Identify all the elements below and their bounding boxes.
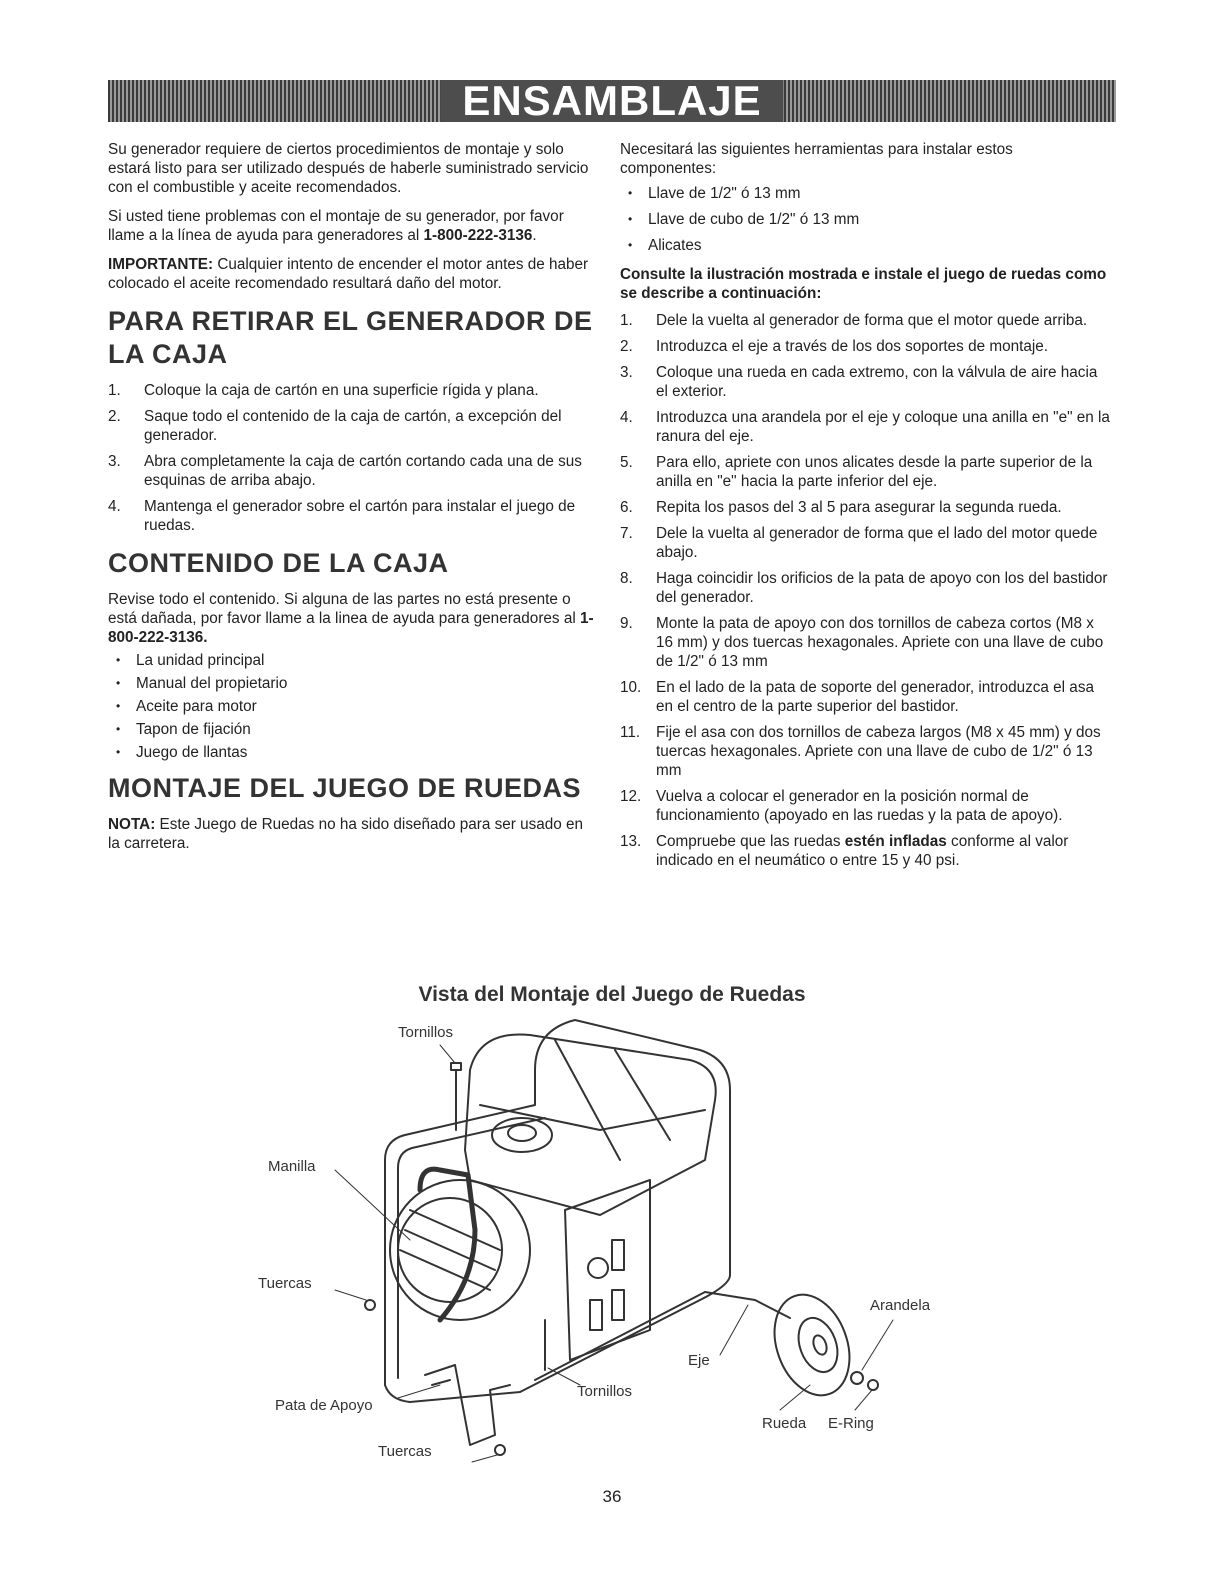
wheel-hub	[811, 1334, 829, 1357]
control-panel	[565, 1180, 650, 1360]
frame-tube	[385, 1020, 730, 1385]
outlet-slot	[612, 1290, 624, 1320]
label-tuercas-bottom: Tuercas	[378, 1443, 432, 1460]
support-leg	[425, 1365, 510, 1445]
frame-tube	[520, 1275, 730, 1392]
list-item: • Tapon de fijación	[108, 720, 598, 739]
list-item: 2. Saque todo el contenido de la caja de cartón, a excepción del generador.	[108, 408, 562, 444]
label-arandela: Arandela	[870, 1297, 931, 1314]
label-manilla: Manilla	[268, 1158, 316, 1175]
section-title-remove: PARA RETIRAR EL GENERADOR DE LA CAJA	[108, 306, 593, 369]
section-title-contents: CONTENIDO DE LA CAJA	[108, 548, 449, 578]
frame-tube	[535, 1292, 705, 1380]
label-tornillos-bottom: Tornillos	[577, 1383, 633, 1400]
important-label: IMPORTANTE:	[108, 256, 214, 273]
section-title-wheel-kit: MONTAJE DEL JUEGO DE RUEDAS	[108, 773, 582, 803]
wheel-rim	[792, 1313, 845, 1378]
outlet-slot	[612, 1240, 624, 1270]
alternator-fins	[400, 1210, 500, 1290]
list-item: 3. Coloque una rueda en cada extremo, con la válvula de aire hacia el exterior.	[620, 364, 1098, 400]
list-item: • Llave de 1/2" ó 13 mm	[620, 184, 1110, 203]
tank-ridge	[480, 1105, 705, 1130]
help-phone: 1-800-222-3136	[423, 227, 533, 244]
frame-tube	[398, 1118, 545, 1378]
bolt-head	[451, 1063, 461, 1070]
list-item: 7. Dele la vuelta al generador de forma que el lado del motor quede abajo.	[620, 525, 1098, 561]
contents-list	[108, 651, 598, 762]
list-item: 13. Compruebe que las ruedas estén infladas conforme al valor indicado en el neumático o entre 15 y 40 psi.	[620, 833, 1069, 869]
label-eje: Eje	[688, 1352, 710, 1369]
list-item: • Alicates	[620, 236, 1110, 255]
list-item: 11. Fije el asa con dos tornillos de cabeza largos (M8 x 45 mm) y dos tuercas hexagonales. Apriete con una llave de cubo de 1/2" ó 13 mm	[620, 724, 1101, 779]
note-text: Este Juego de Ruedas no ha sido diseñado para ser usado en la carretera.	[108, 816, 584, 852]
list-item: 1. Dele la vuelta al generador de forma que el motor quede arriba.	[620, 312, 1088, 329]
fuel-cap-inner	[508, 1125, 536, 1141]
washer	[851, 1372, 863, 1384]
list-item: 10. En el lado de la pata de soporte del generador, introduzca el asa en el centro de la parte superior del bastidor.	[620, 679, 1094, 715]
e-ring	[868, 1380, 878, 1390]
list-item: 3. Abra completamente la caja de cartón cortando cada una de sus esquinas de arriba abajo.	[108, 453, 582, 489]
fuel-cap	[492, 1118, 552, 1152]
contents-phone: 1-800-222-3136.	[108, 610, 594, 646]
left-column	[108, 140, 598, 863]
figure-title: Vista del Montaje del Juego de Ruedas	[418, 983, 806, 1006]
list-item: 2. Introduzca el eje a través de los dos soportes de montaje.	[620, 338, 1048, 355]
label-e-ring: E-Ring	[828, 1415, 874, 1432]
important-paragraph	[108, 255, 598, 293]
help-paragraph	[108, 207, 598, 245]
tank-ridge	[615, 1050, 670, 1140]
outlet	[588, 1258, 608, 1278]
page-number: 36	[602, 1487, 622, 1506]
contents-paragraph: Revise todo el contenido. Si alguna de las partes no está presente o está dañada, por favor llame a la linea de ayuda para generadores al 1-800-222-3136.	[108, 591, 594, 646]
section-banner	[108, 77, 1116, 124]
list-item: 1. Coloque la caja de cartón en una superficie rígida y plana.	[108, 382, 539, 399]
list-item: • Llave de cubo de 1/2" ó 13 mm	[620, 210, 1110, 229]
handle	[420, 1169, 475, 1320]
remove-steps-list	[108, 381, 598, 535]
important-text: Cualquier intento de encender el motor antes de haber colocado el aceite recomendado resultará daño del motor.	[108, 256, 589, 292]
list-item: 6. Repita los pasos del 3 al 5 para asegurar la segunda rueda.	[620, 499, 1062, 516]
list-item: • Manual del propietario	[108, 674, 598, 693]
intro-paragraph: Su generador requiere de ciertos procedimientos de montaje y solo estará listo para ser utilizado después de haberle suministrado servicio con el combustible y aceite recomendados.	[108, 141, 589, 196]
support-leg	[432, 1380, 450, 1385]
note-label: NOTA:	[108, 816, 156, 833]
list-item: 4. Introduzca una arandela por el eje y coloque una anilla en "e" en la ranura del eje.	[620, 409, 1110, 445]
note-paragraph	[108, 815, 598, 853]
fuel-tank	[465, 1034, 716, 1215]
list-item: 12. Vuelva a colocar el generador en la posición normal de funcionamiento (apoyado en las ruedas y la pata de apoyo).	[620, 788, 1063, 824]
list-item: 8. Haga coincidir los orificios de la pata de apoyo con los del bastidor del generador.	[620, 570, 1108, 606]
list-item: 9. Monte la pata de apoyo con dos tornillos de cabeza cortos (M8 x 16 mm) y dos tuercas hexagonales. Apriete con una llave de cubo de 1/2" ó 13 mm	[620, 615, 1104, 670]
nut-bottom	[495, 1445, 505, 1455]
wheel-steps-list	[620, 311, 1110, 870]
list-item: • La unidad principal	[108, 651, 598, 670]
label-pata-de-apoyo: Pata de Apoyo	[275, 1397, 373, 1414]
label-tuercas-left: Tuercas	[258, 1275, 312, 1292]
alternator	[390, 1180, 530, 1320]
tools-list	[620, 184, 1110, 255]
help-text: Si usted tiene problemas con el montaje de su generador, por favor llame a la línea de ayuda para generadores al	[108, 208, 564, 244]
right-column	[620, 140, 1110, 880]
tank-ridge	[555, 1040, 620, 1160]
banner-title: ENSAMBLAJE	[440, 80, 783, 122]
list-item: • Juego de llantas	[108, 743, 598, 762]
label-tornillos-top: Tornillos	[398, 1024, 454, 1041]
alternator-inner	[398, 1198, 502, 1302]
nut-left	[365, 1300, 375, 1310]
outlet-slot	[590, 1300, 602, 1330]
frame-tube	[385, 1385, 520, 1402]
wheel	[761, 1284, 862, 1406]
tools-intro: Necesitará las siguientes herramientas para instalar estos componentes:	[620, 141, 1013, 177]
axle	[705, 1292, 790, 1318]
consult-heading: Consulte la ilustración mostrada e instale el juego de ruedas como se describe a continuación:	[620, 266, 1107, 302]
label-rueda: Rueda	[762, 1415, 807, 1432]
list-item: 5. Para ello, apriete con unos alicates desde la parte superior de la anilla en "e" hacia la parte inferior del eje.	[620, 454, 1093, 490]
list-item: • Aceite para motor	[108, 697, 598, 716]
help-suffix: .	[532, 227, 537, 244]
list-item: 4. Mantenga el generador sobre el cartón para instalar el juego de ruedas.	[108, 498, 576, 534]
